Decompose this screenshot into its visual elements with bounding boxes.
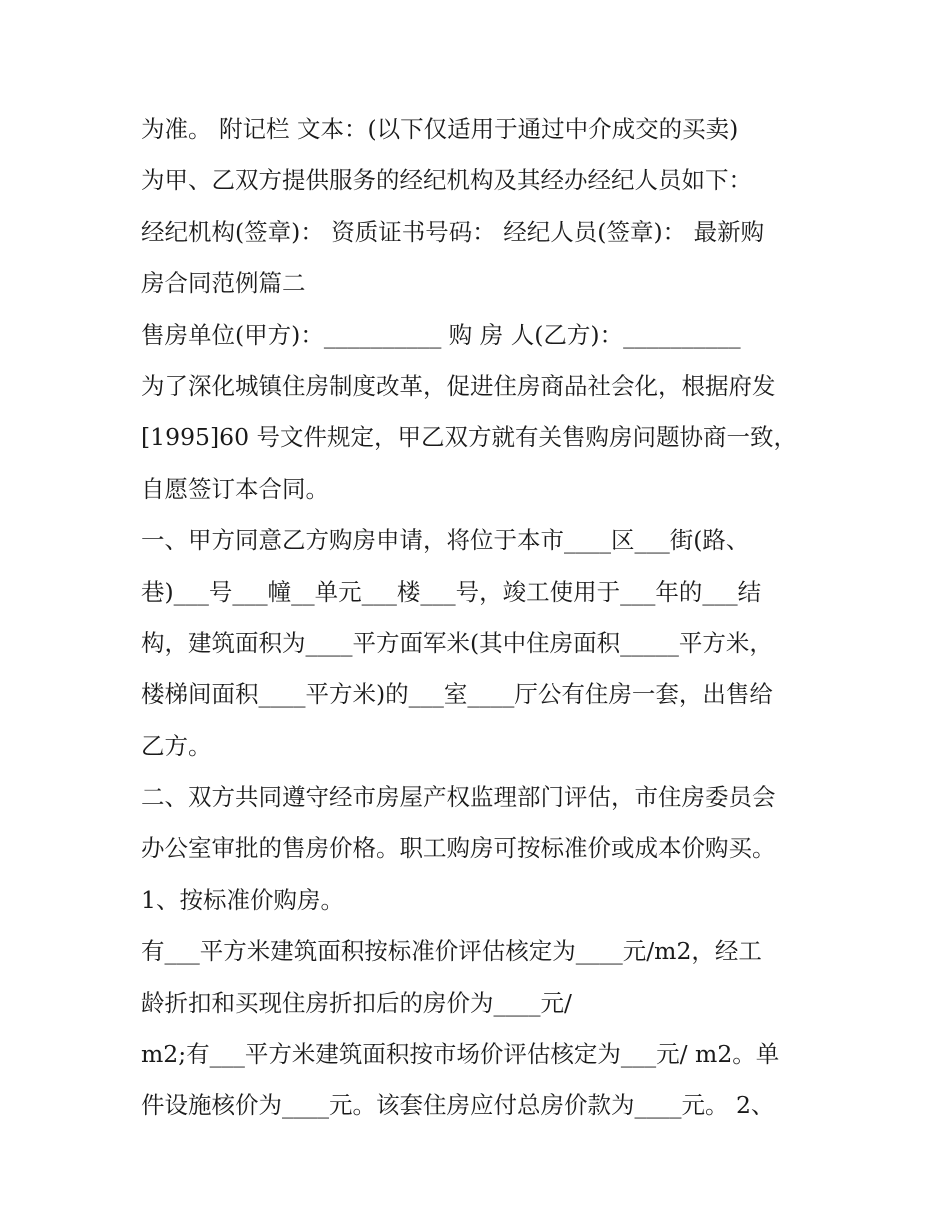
text-line: 件设施核价为____元。该套住房应付总房价款为____元。 2、 [141, 1091, 775, 1120]
text-line: 龄折扣和买现住房折扣后的房价为____元/ [141, 988, 572, 1017]
text-line: [1995]60 号文件规定，甲乙双方就有关售购房问题协商一致， [141, 423, 798, 452]
text-line: 自愿签订本合同。 [141, 474, 329, 503]
text-line: 1、按标准价购房。 [141, 885, 344, 914]
text-line: 乙方。 [141, 731, 212, 760]
text-line: 构，建筑面积为____平方面军米(其中住房面积_____平方米， [141, 628, 773, 657]
text-line: 为甲、乙双方提供服务的经纪机构及其经办经纪人员如下： [141, 166, 752, 195]
text-line: 为准。 附记栏 文本：(以下仅适用于通过中介成交的买卖) [141, 115, 739, 143]
section-heading: 房合同范例篇二 [141, 269, 306, 298]
text-line: 二、双方共同遵守经市房屋产权监理部门评估，市住房委员会 [141, 783, 776, 812]
text-line: 巷)___号___幢__单元___楼___号，竣工使用于___年的___结 [141, 577, 762, 606]
text-line: 楼梯间面积____平方米)的___室____厅公有住房一套，出售给 [141, 680, 773, 709]
contract-text [141, 104, 831, 1132]
text-line: 售房单位(甲方)：__________ 购 房 人(乙方)：__________ [141, 320, 741, 349]
text-line: m2;有___平方米建筑面积按市场价评估核定为___元/ m2。单 [141, 1040, 780, 1069]
text-line: 经纪机构(签章)： 资质证书号码： 经纪人员(签章)： 最新购 [141, 217, 765, 246]
text-line: 有___平方米建筑面积按标准价评估核定为____元/m2，经工 [141, 937, 762, 966]
text-line: 办公室审批的售房价格。职工购房可按标准价或成本价购买。 [141, 834, 776, 863]
text-line: 为了深化城镇住房制度改革，促进住房商品社会化，根据府发 [141, 371, 776, 400]
text-line: 一、甲方同意乙方购房申请，将位于本市____区___街(路、 [141, 526, 750, 555]
